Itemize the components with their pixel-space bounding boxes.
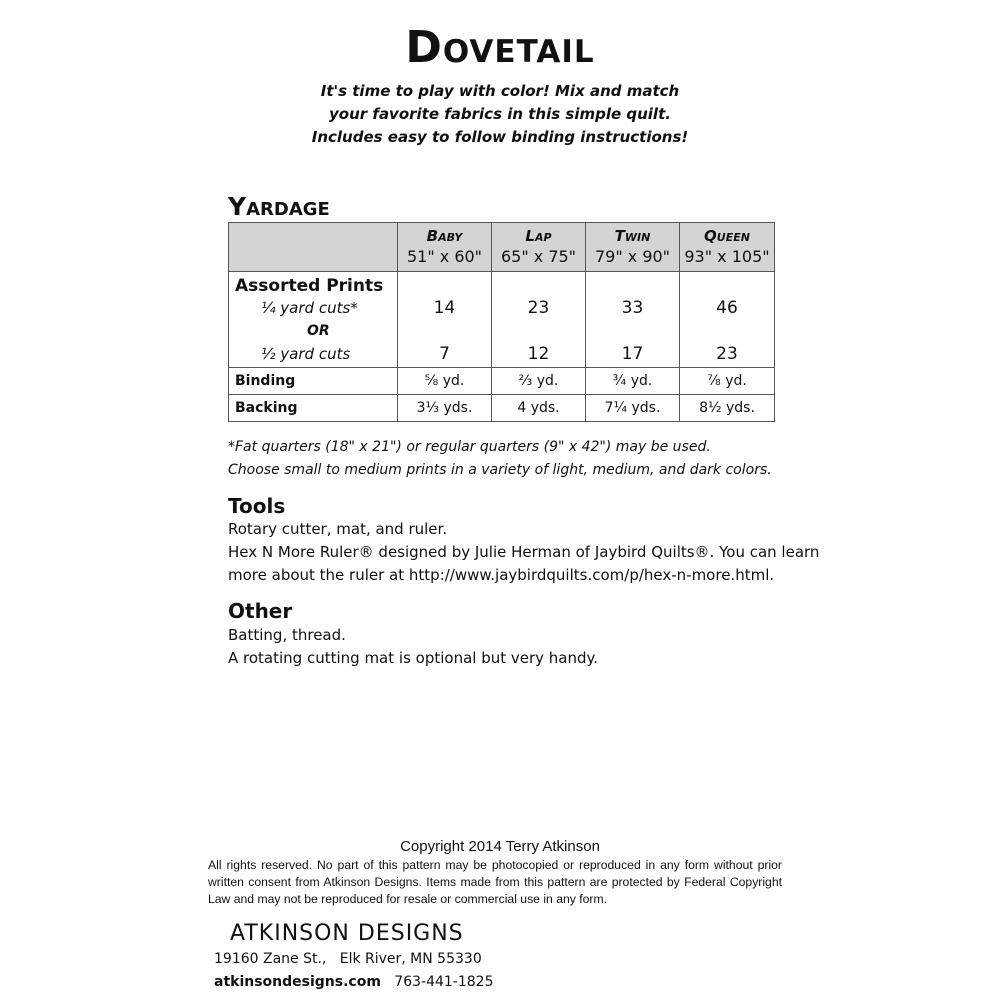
half-value: 12: [527, 344, 550, 364]
other-heading: Other: [228, 599, 293, 623]
binding-value: ⅞ yd.: [680, 368, 775, 395]
legal-notice: All rights reserved. No part of this pattern may be photocopied or reproduced in any form without prior written consent from Atkinson Designs. Items made from this pattern are protected by Federal Copyright Law and may not be reproduced for resale or commercial use in any form.: [208, 858, 782, 906]
table-row-assorted-prints: [229, 272, 775, 368]
assorted-prints-label-cell: [229, 272, 398, 368]
tools-line: Hex N More Ruler® designed by Julie Herman of Jaybird Quilts®. You can learn: [228, 543, 820, 561]
or-label: OR: [307, 323, 330, 339]
assorted-twin-cell: [586, 272, 680, 368]
column-name: Twin: [614, 227, 651, 245]
assorted-lap-cell: [492, 272, 586, 368]
company-contact: [214, 974, 493, 990]
yardage-table: [228, 222, 775, 422]
tools-line: more about the ruler at http://www.jaybirdquilts.com/p/hex-n-more.html.: [228, 566, 775, 584]
tools-line: Rotary cutter, mat, and ruler.: [228, 520, 448, 538]
backing-value: 7¼ yds.: [586, 395, 680, 422]
intro-line: your favorite fabrics in this simple quilt.: [329, 105, 671, 123]
column-header-baby: [398, 223, 492, 272]
company-name: ATKINSON DESIGNS: [230, 921, 464, 946]
tools-list: [228, 518, 819, 587]
other-line: Batting, thread.: [228, 626, 346, 644]
intro-line: Includes easy to follow binding instructions!: [311, 128, 689, 146]
company-address: 19160 Zane St., Elk River, MN 55330: [214, 951, 482, 967]
half-yard-label: ½ yard cuts: [261, 345, 351, 363]
half-value: 17: [621, 344, 644, 364]
binding-label: Binding: [229, 368, 398, 395]
table-row-backing: [229, 395, 775, 422]
backing-value: 3⅓ yds.: [398, 395, 492, 422]
quarter-value: 46: [716, 298, 738, 318]
assorted-queen-cell: [680, 272, 775, 368]
tools-heading: Tools: [228, 494, 286, 518]
page-title: Dovetail: [405, 22, 595, 73]
footnote-line: *Fat quarters (18" x 21") or regular quarters (9" x 42") may be used.: [228, 439, 711, 455]
assorted-baby-cell: [398, 272, 492, 368]
company-phone: 763-441-1825: [394, 974, 494, 990]
column-size: 79" x 90": [594, 247, 671, 266]
header-empty-cell: [229, 223, 398, 272]
column-size: 51" x 60": [406, 247, 483, 266]
copyright-notice: Copyright 2014 Terry Atkinson: [400, 838, 600, 855]
quarter-yard-label: ¼ yard cuts*: [261, 299, 358, 317]
backing-value: 8½ yds.: [680, 395, 775, 422]
column-name: Baby: [426, 227, 463, 245]
quarter-value: 23: [527, 298, 550, 318]
yardage-heading: Yardage: [228, 192, 330, 221]
column-header-queen: [680, 223, 775, 272]
half-value: 23: [716, 344, 738, 364]
table-row-binding: [229, 368, 775, 395]
quarter-value: 33: [621, 298, 644, 318]
other-list: [228, 624, 598, 670]
company-website: atkinsondesigns.com: [214, 974, 381, 990]
column-size: 65" x 75": [500, 247, 577, 266]
footnote-line: Choose small to medium prints in a variety of light, medium, and dark colors.: [228, 462, 772, 478]
other-line: A rotating cutting mat is optional but very handy.: [228, 649, 599, 667]
quarter-value: 14: [433, 298, 456, 318]
intro-line: It's time to play with color! Mix and match: [320, 82, 680, 100]
column-name: Lap: [525, 227, 552, 245]
column-header-twin: [586, 223, 680, 272]
column-size: 93" x 105": [684, 247, 770, 266]
binding-value: ¾ yd.: [586, 368, 680, 395]
yardage-footnote: [228, 436, 772, 482]
backing-label: Backing: [229, 395, 398, 422]
table-header-row: [229, 223, 775, 272]
binding-value: ⅝ yd.: [398, 368, 492, 395]
column-header-lap: [492, 223, 586, 272]
row-label: Assorted Prints: [235, 276, 384, 296]
intro-text: [0, 80, 1000, 149]
half-value: 7: [439, 344, 450, 364]
backing-value: 4 yds.: [492, 395, 586, 422]
binding-value: ⅔ yd.: [492, 368, 586, 395]
column-name: Queen: [704, 227, 750, 245]
